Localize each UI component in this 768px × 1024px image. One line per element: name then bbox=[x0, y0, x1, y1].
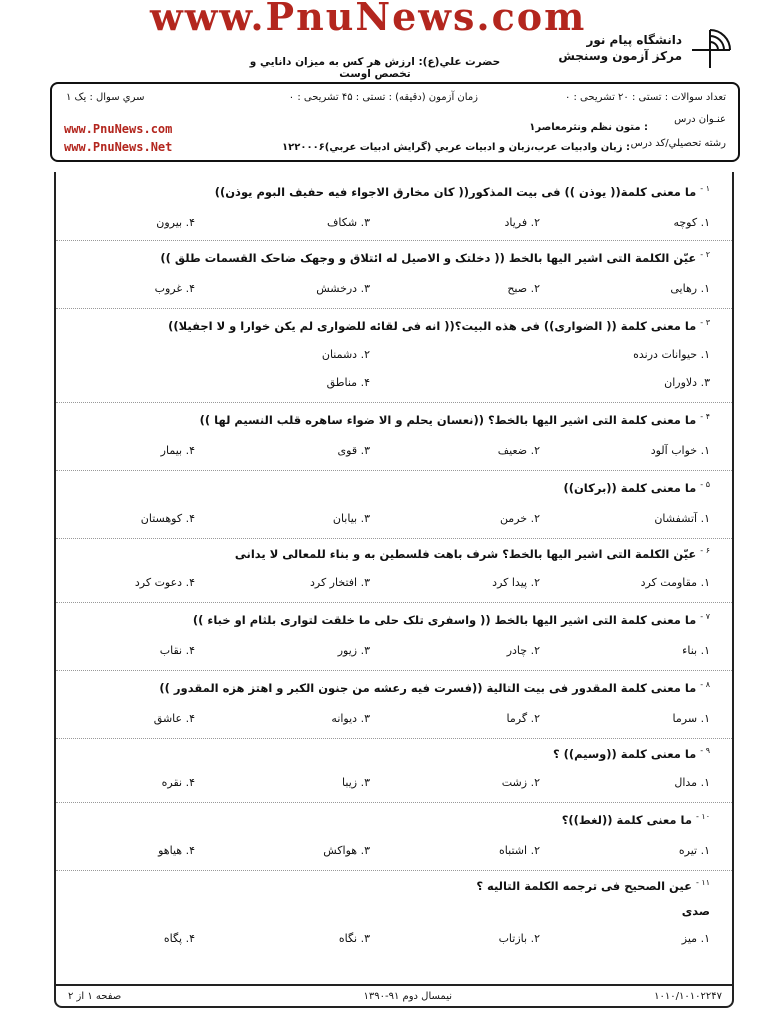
option[interactable]: ۲. پيدا کرد bbox=[492, 576, 540, 589]
option[interactable]: ۴. نقره bbox=[161, 776, 195, 789]
question-11-word: صدی bbox=[681, 904, 710, 918]
question-3: $^{۳ -}$ما معنی کلمة (( الضواری)) فی هذه البيت؟(( انه فی لقائه للضواری لم يکن خوارا و لا اجفيلا)) bbox=[168, 318, 710, 333]
divider bbox=[56, 670, 732, 671]
watermark-header: www.PnuNews.com bbox=[150, 0, 587, 39]
option[interactable]: ۴. کوهستان bbox=[140, 512, 195, 525]
option[interactable]: ۳. بيابان bbox=[332, 512, 370, 525]
option[interactable]: ۴. بيرون bbox=[156, 216, 195, 229]
option[interactable]: ۲. فرياد bbox=[504, 216, 540, 229]
university-emblem-icon bbox=[686, 26, 734, 72]
option[interactable]: ۱. خواب آلود bbox=[650, 444, 710, 457]
option[interactable]: ۴. بيمار bbox=[160, 444, 195, 457]
divider bbox=[56, 602, 732, 603]
option[interactable]: ۴. دعوت کرد bbox=[134, 576, 195, 589]
question-count: تعداد سوالات : تستی : ۲۰ تشريحی : ۰ bbox=[564, 92, 726, 103]
options-3a bbox=[70, 348, 710, 364]
option[interactable]: ۳. هواکش bbox=[323, 844, 370, 857]
divider bbox=[56, 240, 732, 241]
option[interactable]: ۲. بازتاب bbox=[498, 932, 540, 945]
options-7 bbox=[70, 644, 710, 660]
question-7: $^{۷ -}$ما معنی کلمة التی اشير اليها بالخط (( واسفری تلک حلی ما خلقت لتواری بلثام او خباء )) bbox=[192, 612, 710, 627]
option[interactable]: ۳. زيور bbox=[337, 644, 370, 657]
option[interactable]: ۲. گرما bbox=[506, 712, 540, 725]
question-6: $^{۶ -}$عيّن الکلمة التی اشير اليها بالخط؟ شرف باهت فلسطين به و بناء للمعالی لا يدانی bbox=[234, 546, 710, 561]
header-tagline: حضرت علي(ع): ارزش هر كس به ميزان دانايي و تخصص اوست bbox=[249, 56, 501, 80]
divider bbox=[56, 402, 732, 403]
option[interactable]: ۳. دلاوران bbox=[664, 376, 710, 389]
exam-info-box bbox=[50, 82, 740, 162]
exam-time: زمان آزمون (دقيقه) : تستی : ۴۵ تشريحی : ۰ bbox=[288, 92, 478, 103]
option[interactable]: ۱. حيوانات درنده bbox=[633, 348, 710, 361]
option[interactable]: ۲. زشت bbox=[501, 776, 540, 789]
site-link-net[interactable]: www.PnuNews.Net bbox=[64, 140, 173, 154]
options-8 bbox=[70, 712, 710, 728]
divider bbox=[56, 470, 732, 471]
question-9: $^{۹ -}$ما معنی کلمة ((وسيم)) ؟ bbox=[552, 746, 710, 761]
option[interactable]: ۳. نگاه bbox=[338, 932, 370, 945]
option[interactable]: ۳. افتخار کرد bbox=[309, 576, 370, 589]
field-label: رشته تحصيلي/كد درس bbox=[630, 138, 726, 149]
option[interactable]: ۲. دشمنان bbox=[321, 348, 370, 361]
option[interactable]: ۲. صبح bbox=[507, 282, 540, 295]
footer-page: صفحه ۱ از ۲ bbox=[68, 991, 122, 1002]
university-logo bbox=[534, 26, 734, 74]
option[interactable]: ۱. ميز bbox=[681, 932, 710, 945]
question-1: $^{۱ -}$ما معنی کلمة(( يوذن )) فی بيت المذکور(( کان مخارق الاجواء فيه حفيف البوم يوذن)) bbox=[214, 184, 710, 199]
questions-area bbox=[54, 172, 734, 984]
divider bbox=[56, 870, 732, 871]
option[interactable]: ۴. عاشق bbox=[153, 712, 195, 725]
question-4: $^{۴ -}$ما معنی کلمة التی اشير اليها بالخط؟ ((نعسان يحلم و الا ضواء ساهره قلب النسيم لها )) bbox=[199, 412, 710, 427]
option[interactable]: ۱. مقاومت کرد bbox=[640, 576, 710, 589]
logo-line1: دانشگاه پيام نور bbox=[586, 33, 682, 47]
options-10 bbox=[70, 844, 710, 860]
option[interactable]: ۱. بناء bbox=[682, 644, 710, 657]
option[interactable]: ۳. شکاف bbox=[327, 216, 370, 229]
option[interactable]: ۲. چادر bbox=[506, 644, 540, 657]
option[interactable]: ۳. ديوانه bbox=[331, 712, 370, 725]
option[interactable]: ۴. غروب bbox=[154, 282, 195, 295]
option[interactable]: ۲. اشتباه bbox=[499, 844, 540, 857]
option[interactable]: ۲. ضعيف bbox=[497, 444, 540, 457]
options-1 bbox=[70, 216, 710, 232]
footer-code: ۱۰۱۰/۱۰۱۰۲۲۴۷ bbox=[654, 991, 722, 1002]
divider bbox=[56, 802, 732, 803]
question-11: $^{۱۱ -}$عين الصحيح فی ترجمه الکلمة التاليه ؟ bbox=[476, 878, 710, 893]
question-series: سري سوال : يک ۱ bbox=[66, 92, 145, 103]
option[interactable]: ۳. زيبا bbox=[342, 776, 370, 789]
option[interactable]: ۳. درخشش bbox=[316, 282, 370, 295]
option[interactable]: ۱. کوچه bbox=[673, 216, 710, 229]
options-4 bbox=[70, 444, 710, 460]
course-title-label: عنـوان درس bbox=[674, 114, 726, 125]
options-6 bbox=[70, 576, 710, 592]
site-link-com[interactable]: www.PnuNews.com bbox=[64, 122, 173, 136]
logo-line2: مركز آزمون وسنجش bbox=[558, 49, 682, 63]
footer-term: نيمسال دوم ۹۱-۱۳۹۰ bbox=[363, 991, 452, 1002]
options-3b bbox=[70, 376, 710, 392]
options-5 bbox=[70, 512, 710, 528]
question-10: $^{۱۰ -}$ما معنی کلمة ((لغط))؟ bbox=[561, 812, 710, 827]
option[interactable]: ۲. خرمن bbox=[499, 512, 540, 525]
option[interactable]: ۱. مدال bbox=[674, 776, 710, 789]
option[interactable]: ۴. مناطق bbox=[326, 376, 370, 389]
options-11 bbox=[70, 932, 710, 948]
page-footer bbox=[54, 984, 734, 1008]
options-9 bbox=[70, 776, 710, 792]
option[interactable]: ۱. رهايی bbox=[670, 282, 710, 295]
option[interactable]: ۴. پگاه bbox=[163, 932, 195, 945]
option[interactable]: ۳. قوی bbox=[337, 444, 370, 457]
field-value: : زبان وادبيات عرب،زبان و ادبيات عربي (گرايش ادبيات عربي)۱۲۲۰۰۰۶ bbox=[282, 142, 630, 153]
question-2: $^{۲ -}$عيّن الکلمة التی اشير اليها بالخط (( دخلتک و الاصيل له ائتلاق و وجهک ضاحک القسمات طلق )) bbox=[160, 250, 710, 265]
option[interactable]: ۱. تيره bbox=[678, 844, 710, 857]
option[interactable]: ۱. سرما bbox=[672, 712, 710, 725]
option[interactable]: ۴. نقاب bbox=[159, 644, 195, 657]
question-8: $^{۸ -}$ما معنی کلمة المقدور فی بيت التالية ((فسرت فيه رعشه من جنون الکبر و اهتز هزه المقدور )) bbox=[159, 680, 710, 695]
options-2 bbox=[70, 282, 710, 298]
divider bbox=[56, 538, 732, 539]
question-5: $^{۵ -}$ما معنی کلمة ((برکان)) bbox=[563, 480, 710, 495]
divider bbox=[56, 308, 732, 309]
course-title: : متون نظم ونثرمعاصر۱ bbox=[529, 122, 648, 133]
option[interactable]: ۱. آتشفشان bbox=[654, 512, 710, 525]
option[interactable]: ۴. هياهو bbox=[158, 844, 195, 857]
divider bbox=[56, 738, 732, 739]
